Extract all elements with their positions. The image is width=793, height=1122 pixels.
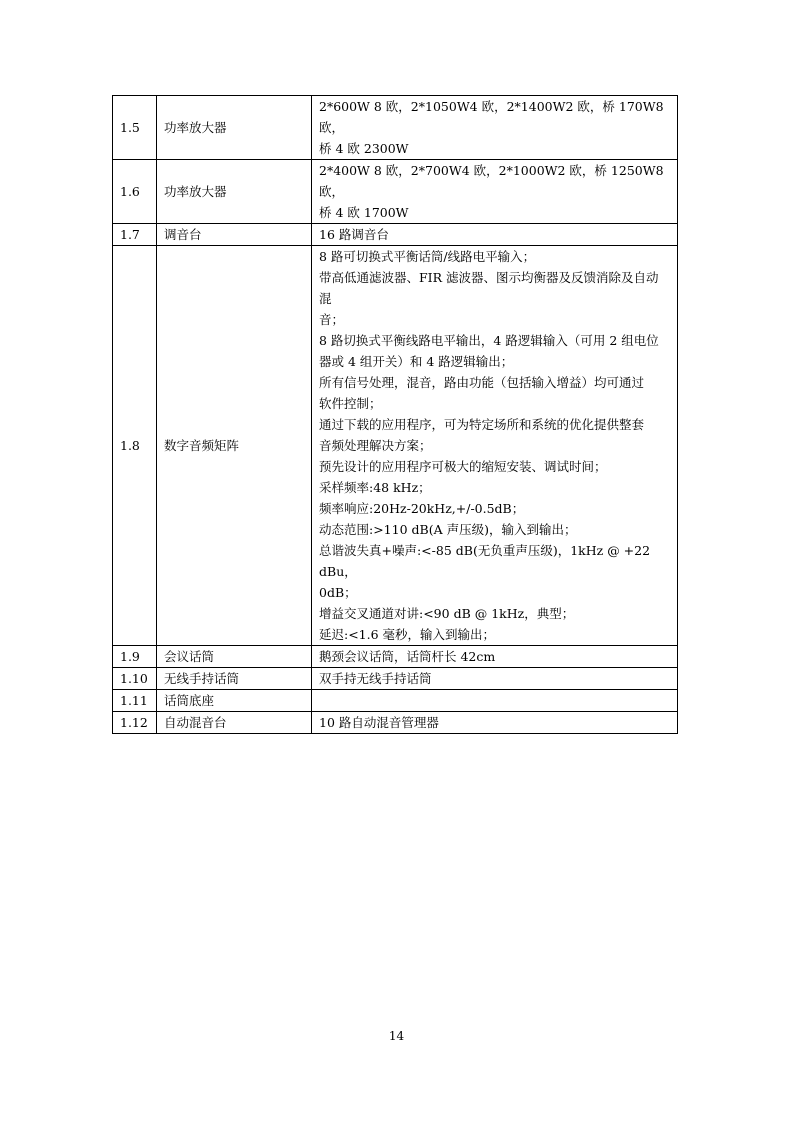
spec-line: 音频处理解决方案； (319, 438, 432, 453)
item-spec (312, 96, 678, 160)
spec-line: 器或 4 组开关）和 4 路逻辑输出； (319, 354, 514, 369)
spec-table (112, 95, 678, 734)
item-spec (312, 712, 678, 734)
spec-line: 带高低通滤波器、FIR 滤波器、图示均衡器及反馈消除及自动混 (319, 270, 659, 306)
spec-line: 预先设计的应用程序可极大的缩短安装、调试时间； (319, 459, 607, 474)
item-spec (312, 690, 678, 712)
spec-line: 双手持无线手持话筒 (319, 671, 432, 686)
spec-line: 频率响应:20Hz-20kHz,+/-0.5dB； (319, 501, 525, 516)
spec-line: 2*600W 8 欧，2*1050W4 欧，2*1400W2 欧，桥 170W8 欧， (319, 99, 664, 135)
item-spec (312, 668, 678, 690)
item-name: 会议话筒 (157, 646, 312, 668)
item-spec (312, 160, 678, 224)
item-spec (312, 646, 678, 668)
item-number: 1.6 (113, 160, 157, 224)
spec-line: 延迟:<1.6 毫秒，输入到输出； (319, 627, 496, 642)
item-number: 1.9 (113, 646, 157, 668)
item-number: 1.10 (113, 668, 157, 690)
item-number: 1.11 (113, 690, 157, 712)
spec-line: 所有信号处理，混音，路由功能（包括输入增益）均可通过 (319, 375, 645, 390)
spec-line: 软件控制； (319, 396, 382, 411)
spec-line: 通过下载的应用程序，可为特定场所和系统的优化提供整套 (319, 417, 645, 432)
table-row (113, 246, 678, 646)
table-row (113, 96, 678, 160)
spec-line: 鹅颈会议话筒，话筒杆长 42cm (319, 649, 496, 664)
item-number: 1.12 (113, 712, 157, 734)
spec-line: 音； (319, 312, 345, 327)
item-name: 话筒底座 (157, 690, 312, 712)
item-number: 1.5 (113, 96, 157, 160)
table-row (113, 712, 678, 734)
item-number: 1.8 (113, 246, 157, 646)
spec-line: 8 路可切换式平衡话筒/线路电平输入； (319, 249, 536, 264)
spec-line: 0dB； (319, 585, 357, 600)
spec-line: 动态范围:>110 dB(A 声压级)，输入到输出； (319, 522, 577, 537)
spec-line: 增益交叉通道对讲:<90 dB @ 1kHz，典型； (319, 606, 575, 621)
spec-line: 桥 4 欧 1700W (319, 205, 409, 220)
table-row (113, 668, 678, 690)
item-name: 自动混音台 (157, 712, 312, 734)
spec-line: 采样频率:48 kHz； (319, 480, 431, 495)
table-row (113, 690, 678, 712)
table-row (113, 646, 678, 668)
spec-line: 桥 4 欧 2300W (319, 141, 409, 156)
item-name: 数字音频矩阵 (157, 246, 312, 646)
page-number: 14 (388, 1029, 405, 1043)
item-number: 1.7 (113, 224, 157, 246)
item-name: 功率放大器 (157, 160, 312, 224)
item-name: 功率放大器 (157, 96, 312, 160)
table-row (113, 160, 678, 224)
spec-line: 16 路调音台 (319, 227, 389, 242)
spec-line: 2*400W 8 欧，2*700W4 欧，2*1000W2 欧，桥 1250W8 欧， (319, 163, 664, 199)
spec-table-body (113, 96, 678, 734)
item-name: 调音台 (157, 224, 312, 246)
item-spec (312, 224, 678, 246)
spec-line: 10 路自动混音管理器 (319, 715, 439, 730)
spec-line: 总谐波失真+噪声:<-85 dB(无负重声压级)，1kHz @ +22 dBu， (319, 543, 651, 579)
item-name: 无线手持话筒 (157, 668, 312, 690)
table-row (113, 224, 678, 246)
spec-line: 8 路切换式平衡线路电平输出，4 路逻辑输入（可用 2 组电位 (319, 333, 659, 348)
item-spec (312, 246, 678, 646)
